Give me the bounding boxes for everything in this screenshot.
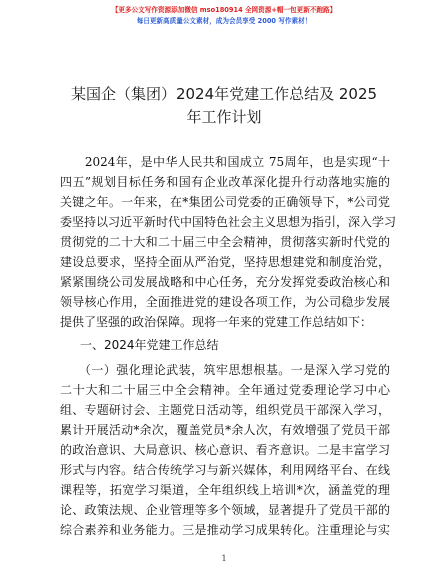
paragraph-line: 提供了坚强的政治保障。现将一年来的党建工作总结如下： [60, 315, 373, 329]
paragraph-line: 四五”规划目标任务和国有企业改革深化提升行动落地实施的 [60, 175, 390, 189]
paragraph-line: 委坚持以习近平新时代中国特色社会主义思想为指引，深入学习 [60, 215, 397, 229]
document-title-line-2: 年工作计划 [186, 108, 262, 126]
section-paragraph-line: 论、政策法规、企业管理等多个领域，显著提升了党员干部的 [60, 503, 390, 517]
promo-banner-red: 【更多公文写作资源添加微信 mso180914 全网资源+帽一包更新不跑路】 [111, 6, 337, 14]
section-heading: 一、2024年党建工作总结 [80, 338, 219, 352]
section-paragraph-line: 课程等，拓宽学习渠道，全年组织线上培训*次，涵盖党的理 [60, 483, 390, 497]
section-paragraph-line: 累计开展活动*余次，覆盖党员*余人次，有效增强了党员干部 [60, 423, 390, 437]
section-paragraph-line: 综合素养和业务能力。三是推动学习成果转化。注重理论与实 [60, 523, 390, 537]
paragraph-line: 2024年，是中华人民共和国成立 75周年，也是实现“十 [60, 155, 390, 169]
paragraph-line: 领导核心作用，全面推进党的建设各项工作，为公司稳步发展 [60, 295, 390, 309]
document-title-line-1: 某国企（集团）2024年党建工作总结及 2025 [70, 85, 378, 103]
page-number: 1 [221, 554, 227, 563]
section-paragraph-line: 组、专题研讨会、主题党日活动等，组织党员干部深入学习， [60, 403, 390, 417]
paragraph-line: 贯彻党的二十大和二十届三中全会精神，贯彻落实新时代党的 [60, 235, 390, 249]
paragraph-line: 紧紧围绕公司发展战略和中心任务，充分发挥党委政治核心和 [60, 275, 390, 289]
paragraph-line: 关键之年。一年来，在*集团公司党委的正确领导下，*公司党 [60, 195, 390, 209]
section-paragraph-line: 形式与内容。结合传统学习与新兴媒体，利用网络平台、在线 [60, 463, 390, 477]
section-paragraph-line: 二十大和二十届三中全会精神。全年通过党委理论学习中心 [60, 383, 390, 397]
section-paragraph-line: （一）强化理论武装，筑牢思想根基。一是深入学习党的 [60, 363, 390, 377]
paragraph-line: 建设总要求，坚持全面从严治党，坚持思想建党和制度治党， [60, 255, 390, 269]
section-paragraph-line: 的政治意识、大局意识、核心意识、看齐意识。二是丰富学习 [60, 443, 390, 457]
promo-banner-blue: 每日更新高质量公文素材，成为会员享受 2000 写作素材！ [136, 17, 312, 25]
